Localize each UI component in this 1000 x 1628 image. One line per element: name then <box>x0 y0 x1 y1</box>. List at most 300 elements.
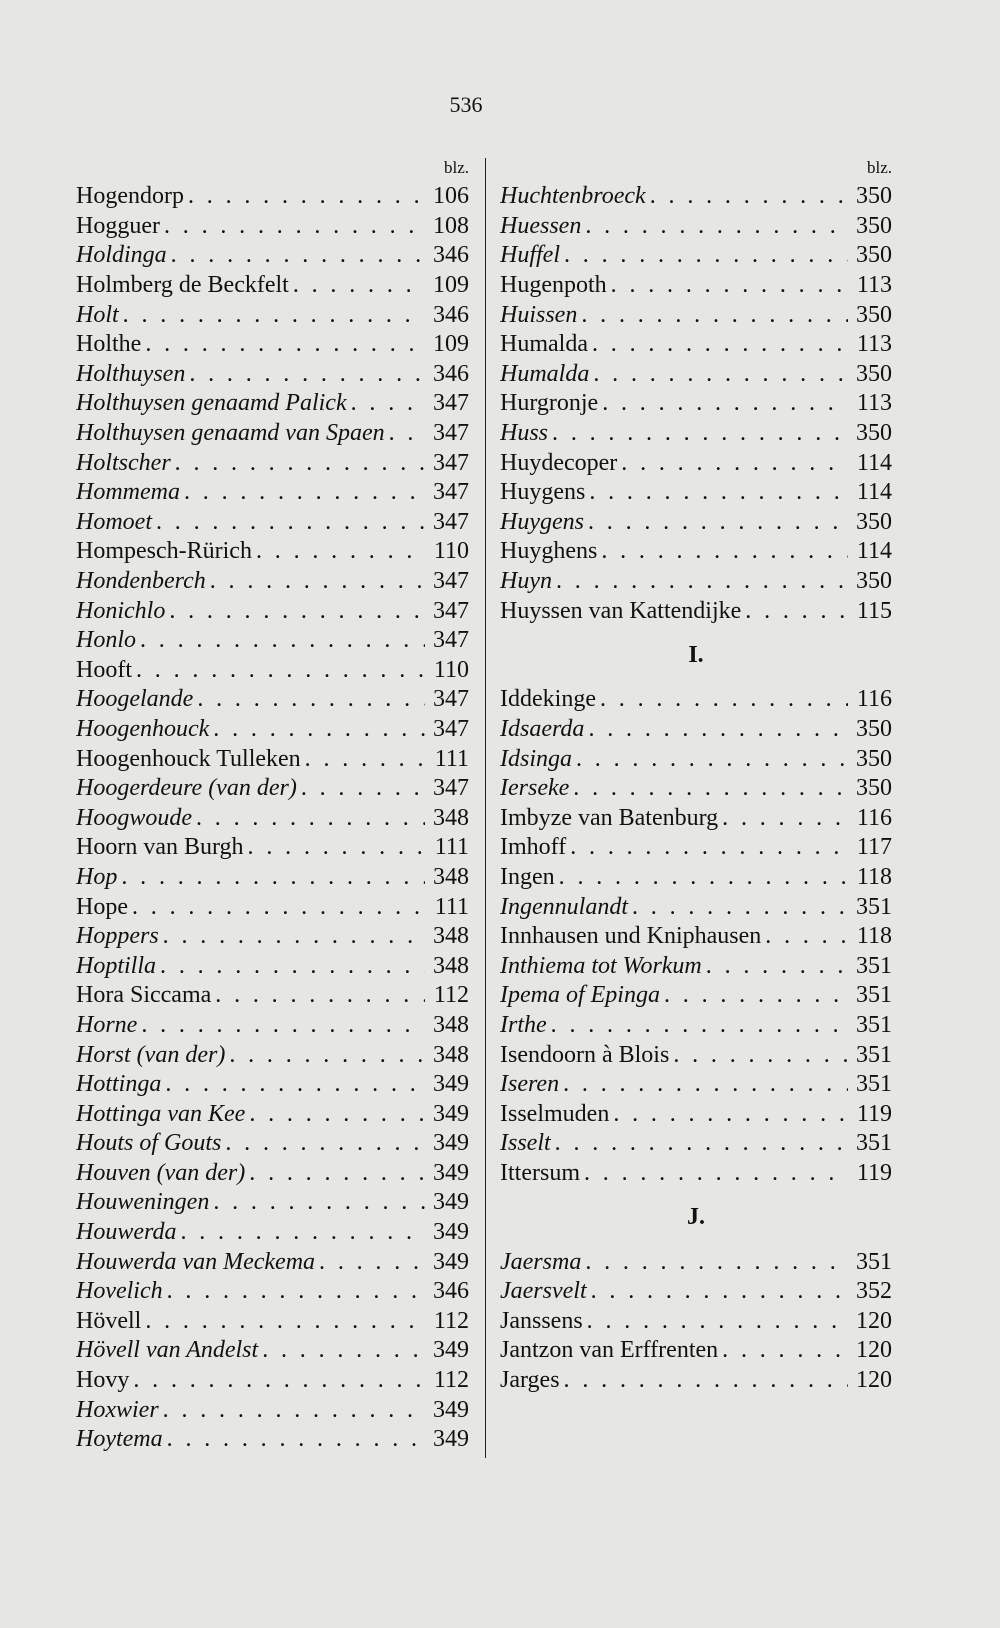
index-entry <box>500 774 892 804</box>
entry-name: Huydecoper <box>500 449 618 476</box>
entry-page: 349 <box>433 1130 469 1157</box>
entry-name: Hora Siccama <box>76 982 212 1009</box>
index-entry <box>76 892 469 922</box>
entry-page: 347 <box>433 508 469 535</box>
index-entry <box>500 1070 892 1100</box>
leader-dots <box>706 953 848 980</box>
index-entry <box>500 212 892 242</box>
entry-name: Hoogenhouck <box>76 715 210 742</box>
index-entry <box>500 892 892 922</box>
blz-header-right: blz. <box>866 158 892 177</box>
entry-name: Irthe <box>500 1011 547 1038</box>
entry-page: 119 <box>856 1159 892 1186</box>
entry-page: 351 <box>856 893 892 920</box>
index-entry <box>76 1070 469 1100</box>
entry-name: Hurgronje <box>500 390 599 417</box>
index-entry <box>76 1425 469 1455</box>
index-entry <box>76 537 469 567</box>
index-entry <box>76 419 469 449</box>
index-entry <box>76 271 469 301</box>
right-entry-list-h <box>500 182 892 626</box>
entry-page: 112 <box>433 982 469 1009</box>
entry-name: Holtscher <box>76 449 171 476</box>
entry-page: 351 <box>856 952 892 979</box>
leader-dots <box>664 982 848 1009</box>
index-entry <box>76 1188 469 1218</box>
entry-page: 349 <box>433 1219 469 1246</box>
leader-dots <box>180 1219 425 1246</box>
entry-page: 117 <box>856 834 892 861</box>
index-entry <box>76 685 469 715</box>
entry-page: 350 <box>856 212 892 239</box>
entry-name: Iseren <box>500 1071 560 1098</box>
index-entry <box>76 1099 469 1129</box>
leader-dots <box>551 1012 848 1039</box>
entry-name: Huchtenbroeck <box>500 183 646 210</box>
entry-name: Iddekinge <box>500 686 596 713</box>
entry-page: 112 <box>433 1367 469 1394</box>
index-entry <box>76 300 469 330</box>
entry-page: 116 <box>856 686 892 713</box>
leader-dots <box>602 390 848 417</box>
leader-dots <box>601 538 848 565</box>
entry-name: Hoogerdeure (van der) <box>76 775 297 802</box>
section-heading-j: J. <box>687 1204 705 1231</box>
entry-name: Hooft <box>76 656 132 683</box>
entry-page: 347 <box>433 627 469 654</box>
entry-page: 347 <box>433 420 469 447</box>
index-entry <box>76 863 469 893</box>
entry-name: Humalda <box>500 360 590 387</box>
entry-name: Huyssen van Kattendijke <box>500 597 742 624</box>
index-entry <box>500 1040 892 1070</box>
leader-dots <box>673 1042 848 1069</box>
leader-dots <box>164 213 425 240</box>
entry-page: 348 <box>433 804 469 831</box>
leader-dots <box>163 923 425 950</box>
leader-dots <box>262 1337 425 1364</box>
index-entry <box>76 1395 469 1425</box>
entry-name: Hompesch-Rürich <box>76 538 252 565</box>
entry-name: Ipema of Epinga <box>500 982 660 1009</box>
index-entry <box>76 330 469 360</box>
index-entry <box>500 596 892 626</box>
leader-dots <box>169 598 425 625</box>
leader-dots <box>593 361 848 388</box>
leader-dots <box>722 805 848 832</box>
entry-page: 349 <box>433 1426 469 1453</box>
entry-page: 350 <box>856 360 892 387</box>
entry-name: Huss <box>500 420 549 447</box>
index-entry <box>76 241 469 271</box>
leader-dots <box>171 242 425 269</box>
entry-name: Jarges <box>500 1367 560 1394</box>
entry-name: Hoorn van Burgh <box>76 834 244 861</box>
leader-dots <box>576 746 848 773</box>
entry-page: 351 <box>856 1071 892 1098</box>
entry-page: 346 <box>433 301 469 328</box>
index-entry <box>76 656 469 686</box>
entry-name: Horne <box>76 1011 138 1038</box>
entry-name: Ingennulandt <box>500 893 628 920</box>
entry-name: Homoet <box>76 508 152 535</box>
leader-dots <box>585 1249 848 1276</box>
leader-dots <box>225 1130 425 1157</box>
entry-name: Holmberg de Beckfelt <box>76 272 289 299</box>
entry-page: 347 <box>433 479 469 506</box>
left-entry-list <box>76 182 469 1455</box>
index-entry <box>500 537 892 567</box>
index-entry <box>76 1011 469 1041</box>
entry-page: 351 <box>856 1011 892 1038</box>
entry-name: Hoogwoude <box>76 804 192 831</box>
index-entry <box>500 478 892 508</box>
entry-name: Jaersvelt <box>500 1278 587 1305</box>
entry-page: 118 <box>856 923 892 950</box>
entry-name: Holthe <box>76 331 142 358</box>
leader-dots <box>351 390 425 417</box>
index-entry <box>76 833 469 863</box>
leader-dots <box>184 479 425 506</box>
entry-name: Jantzon van Erffrenten <box>500 1337 719 1364</box>
index-entry <box>76 1159 469 1189</box>
index-entry <box>76 360 469 390</box>
entry-page: 350 <box>856 568 892 595</box>
index-entry <box>500 803 892 833</box>
entry-name: Hovy <box>76 1367 130 1394</box>
entry-page: 106 <box>433 183 469 210</box>
entry-name: Hogendorp <box>76 183 184 210</box>
leader-dots <box>591 1278 848 1305</box>
leader-dots <box>165 1071 425 1098</box>
entry-name: Houwerda van Meckema <box>76 1248 316 1275</box>
index-entry <box>500 863 892 893</box>
entry-page: 348 <box>433 923 469 950</box>
leader-dots <box>136 657 425 684</box>
leader-dots <box>570 834 848 861</box>
column-divider <box>485 158 486 1458</box>
blz-header-left: blz. <box>443 158 469 177</box>
entry-page: 114 <box>856 479 892 506</box>
entry-page: 351 <box>856 1041 892 1068</box>
entry-page: 109 <box>433 331 469 358</box>
entry-page: 349 <box>433 1337 469 1364</box>
entry-page: 111 <box>434 834 469 861</box>
index-entry <box>500 981 892 1011</box>
index-entry <box>500 685 892 715</box>
index-entry <box>500 241 892 271</box>
entry-name: Honichlo <box>76 597 166 624</box>
entry-name: Honlo <box>76 627 136 654</box>
index-entry <box>76 1218 469 1248</box>
entry-page: 350 <box>856 508 892 535</box>
leader-dots <box>552 420 848 447</box>
index-entry <box>500 419 892 449</box>
entry-page: 108 <box>433 212 469 239</box>
entry-name: Imhoff <box>500 834 567 861</box>
entry-page: 115 <box>856 597 892 624</box>
leader-dots <box>145 1308 425 1335</box>
leader-dots <box>229 1042 425 1069</box>
entry-page: 109 <box>433 272 469 299</box>
entry-page: 347 <box>433 568 469 595</box>
index-entry <box>500 1159 892 1189</box>
entry-page: 348 <box>433 952 469 979</box>
entry-name: Holt <box>76 301 119 328</box>
index-entry <box>500 300 892 330</box>
index-entry <box>76 1247 469 1277</box>
index-entry <box>76 922 469 952</box>
entry-name: Hoogelande <box>76 686 194 713</box>
index-entry <box>76 1040 469 1070</box>
leader-dots <box>305 746 425 773</box>
leader-dots <box>123 302 425 329</box>
right-entry-list-j <box>500 1247 892 1395</box>
entry-name: Hop <box>76 863 118 890</box>
leader-dots <box>189 361 425 388</box>
entry-page: 111 <box>434 745 469 772</box>
entry-name: Isselt <box>500 1130 551 1157</box>
entry-name: Isselmuden <box>500 1100 610 1127</box>
entry-name: Hottinga <box>76 1071 162 1098</box>
entry-page: 347 <box>433 390 469 417</box>
entry-page: 116 <box>856 804 892 831</box>
leader-dots <box>167 1278 425 1305</box>
index-entry <box>76 478 469 508</box>
index-entry <box>76 596 469 626</box>
entry-name: Houwerda <box>76 1219 177 1246</box>
index-entry <box>500 1129 892 1159</box>
entry-page: 120 <box>856 1337 892 1364</box>
leader-dots <box>588 716 848 743</box>
section-heading-i: I. <box>688 642 704 668</box>
entry-page: 349 <box>433 1248 469 1275</box>
leader-dots <box>611 272 848 299</box>
entry-page: 110 <box>433 656 469 683</box>
entry-name: Idsinga <box>500 745 572 772</box>
index-entry <box>76 715 469 745</box>
entry-name: Holthuysen <box>76 360 186 387</box>
leader-dots <box>213 716 425 743</box>
entry-name: Holdinga <box>76 242 167 269</box>
right-column <box>500 158 892 1395</box>
entry-name: Holthuysen genaamd van Spaen <box>76 420 385 447</box>
entry-page: 350 <box>856 242 892 269</box>
entry-page: 111 <box>434 893 469 920</box>
leader-dots <box>722 1337 848 1364</box>
entry-page: 114 <box>856 449 892 476</box>
index-entry <box>76 508 469 538</box>
entry-name: Jaersma <box>500 1248 582 1275</box>
entry-page: 120 <box>856 1367 892 1394</box>
index-entry <box>500 448 892 478</box>
entry-name: Hoppers <box>76 923 159 950</box>
entry-name: Houweningen <box>76 1189 210 1216</box>
leader-dots <box>564 242 848 269</box>
leader-dots <box>389 420 425 447</box>
entry-page: 349 <box>433 1100 469 1127</box>
index-entry <box>76 626 469 656</box>
entry-name: Hoogenhouck Tulleken <box>76 745 301 772</box>
entry-name: Huygens <box>500 508 584 535</box>
index-entry <box>76 567 469 597</box>
index-entry <box>76 389 469 419</box>
right-entry-list-i <box>500 685 892 1188</box>
index-entry <box>500 744 892 774</box>
entry-page: 347 <box>433 775 469 802</box>
entry-name: Hovelich <box>76 1278 163 1305</box>
leader-dots <box>581 302 848 329</box>
index-entry <box>500 922 892 952</box>
entry-page: 346 <box>433 1278 469 1305</box>
leader-dots <box>196 805 425 832</box>
entry-page: 350 <box>856 715 892 742</box>
entry-name: Houven (van der) <box>76 1159 246 1186</box>
leader-dots <box>167 1426 425 1453</box>
leader-dots <box>613 1101 848 1128</box>
entry-name: Hottinga van Kee <box>76 1100 246 1127</box>
leader-dots <box>248 834 425 861</box>
index-entry <box>76 1307 469 1337</box>
leader-dots <box>600 686 848 713</box>
entry-name: Hondenberch <box>76 568 206 595</box>
entry-name: Hövell <box>76 1307 142 1334</box>
leader-dots <box>163 1397 425 1424</box>
entry-name: Hope <box>76 893 128 920</box>
leader-dots <box>556 568 848 595</box>
leader-dots <box>132 894 425 921</box>
leader-dots <box>589 479 848 506</box>
index-entry <box>76 1366 469 1396</box>
leader-dots <box>140 627 425 654</box>
index-entry <box>76 448 469 478</box>
entry-name: Imbyze van Batenburg <box>500 804 719 831</box>
entry-page: 352 <box>856 1278 892 1305</box>
index-entry <box>76 803 469 833</box>
entry-name: Horst (van der) <box>76 1041 226 1068</box>
leader-dots <box>584 1160 848 1187</box>
entry-page: 113 <box>856 331 892 358</box>
leader-dots <box>188 183 425 210</box>
leader-dots <box>588 509 848 536</box>
entry-page: 348 <box>433 1041 469 1068</box>
index-entry <box>500 833 892 863</box>
index-entry <box>500 330 892 360</box>
leader-dots <box>121 864 425 891</box>
index-entry <box>76 1277 469 1307</box>
leader-dots <box>249 1160 425 1187</box>
leader-dots <box>563 1071 848 1098</box>
entry-page: 350 <box>856 183 892 210</box>
entry-name: Hogguer <box>76 212 160 239</box>
leader-dots <box>213 1189 425 1216</box>
entry-name: Huyn <box>500 568 552 595</box>
index-entry <box>76 774 469 804</box>
entry-page: 347 <box>433 449 469 476</box>
leader-dots <box>745 598 848 625</box>
entry-page: 348 <box>433 1011 469 1038</box>
entry-page: 119 <box>856 1100 892 1127</box>
entry-name: Houts of Gouts <box>76 1130 222 1157</box>
entry-name: Innhausen und Kniphausen <box>500 923 762 950</box>
entry-name: Hommema <box>76 479 180 506</box>
index-entry <box>76 744 469 774</box>
left-column <box>76 158 469 1455</box>
leader-dots <box>319 1249 425 1276</box>
index-entry <box>76 981 469 1011</box>
entry-page: 351 <box>856 1248 892 1275</box>
entry-page: 349 <box>433 1071 469 1098</box>
entry-name: Huygens <box>500 479 586 506</box>
entry-page: 350 <box>856 420 892 447</box>
leader-dots <box>175 450 425 477</box>
leader-dots <box>587 1308 848 1335</box>
index-entry <box>500 271 892 301</box>
leader-dots <box>215 982 425 1009</box>
leader-dots <box>256 538 425 565</box>
entry-name: Idsaerda <box>500 715 585 742</box>
entry-name: Huessen <box>500 212 582 239</box>
entry-page: 349 <box>433 1189 469 1216</box>
entry-page: 346 <box>433 360 469 387</box>
entry-page: 113 <box>856 272 892 299</box>
index-entry <box>500 360 892 390</box>
entry-name: Hoptilla <box>76 952 157 979</box>
leader-dots <box>156 509 425 536</box>
entry-page: 350 <box>856 745 892 772</box>
page-number: 536 <box>449 92 483 117</box>
entry-name: Hugenpoth <box>500 272 607 299</box>
entry-page: 351 <box>856 982 892 1009</box>
leader-dots <box>573 775 848 802</box>
entry-name: Huissen <box>500 301 578 328</box>
index-entry <box>500 182 892 212</box>
entry-name: Hövell van Andelst <box>76 1337 259 1364</box>
index-entry <box>500 1247 892 1277</box>
index-entry <box>500 951 892 981</box>
entry-page: 350 <box>856 301 892 328</box>
leader-dots <box>301 775 425 802</box>
entry-page: 113 <box>856 390 892 417</box>
index-entry <box>500 1336 892 1366</box>
index-entry <box>500 389 892 419</box>
leader-dots <box>293 272 425 299</box>
leader-dots <box>160 953 425 980</box>
index-entry <box>500 1011 892 1041</box>
entry-name: Ittersum <box>500 1159 580 1186</box>
entry-name: Humalda <box>500 331 588 358</box>
leader-dots <box>564 1367 848 1394</box>
entry-name: Hoxwier <box>76 1396 159 1423</box>
leader-dots <box>141 1012 425 1039</box>
entry-name: Huffel <box>500 242 560 269</box>
entry-page: 347 <box>433 597 469 624</box>
entry-page: 118 <box>856 863 892 890</box>
entry-name: Huyghens <box>500 538 598 565</box>
leader-dots <box>249 1101 425 1128</box>
entry-name: Ingen <box>500 863 555 890</box>
entry-name: Isendoorn à Blois <box>500 1041 670 1068</box>
index-entry <box>500 567 892 597</box>
leader-dots <box>145 331 425 358</box>
leader-dots <box>197 686 425 713</box>
index-entry <box>500 1277 892 1307</box>
entry-page: 348 <box>433 863 469 890</box>
leader-dots <box>650 183 848 210</box>
index-entry <box>76 1336 469 1366</box>
entry-page: 347 <box>433 715 469 742</box>
index-entry <box>76 1129 469 1159</box>
